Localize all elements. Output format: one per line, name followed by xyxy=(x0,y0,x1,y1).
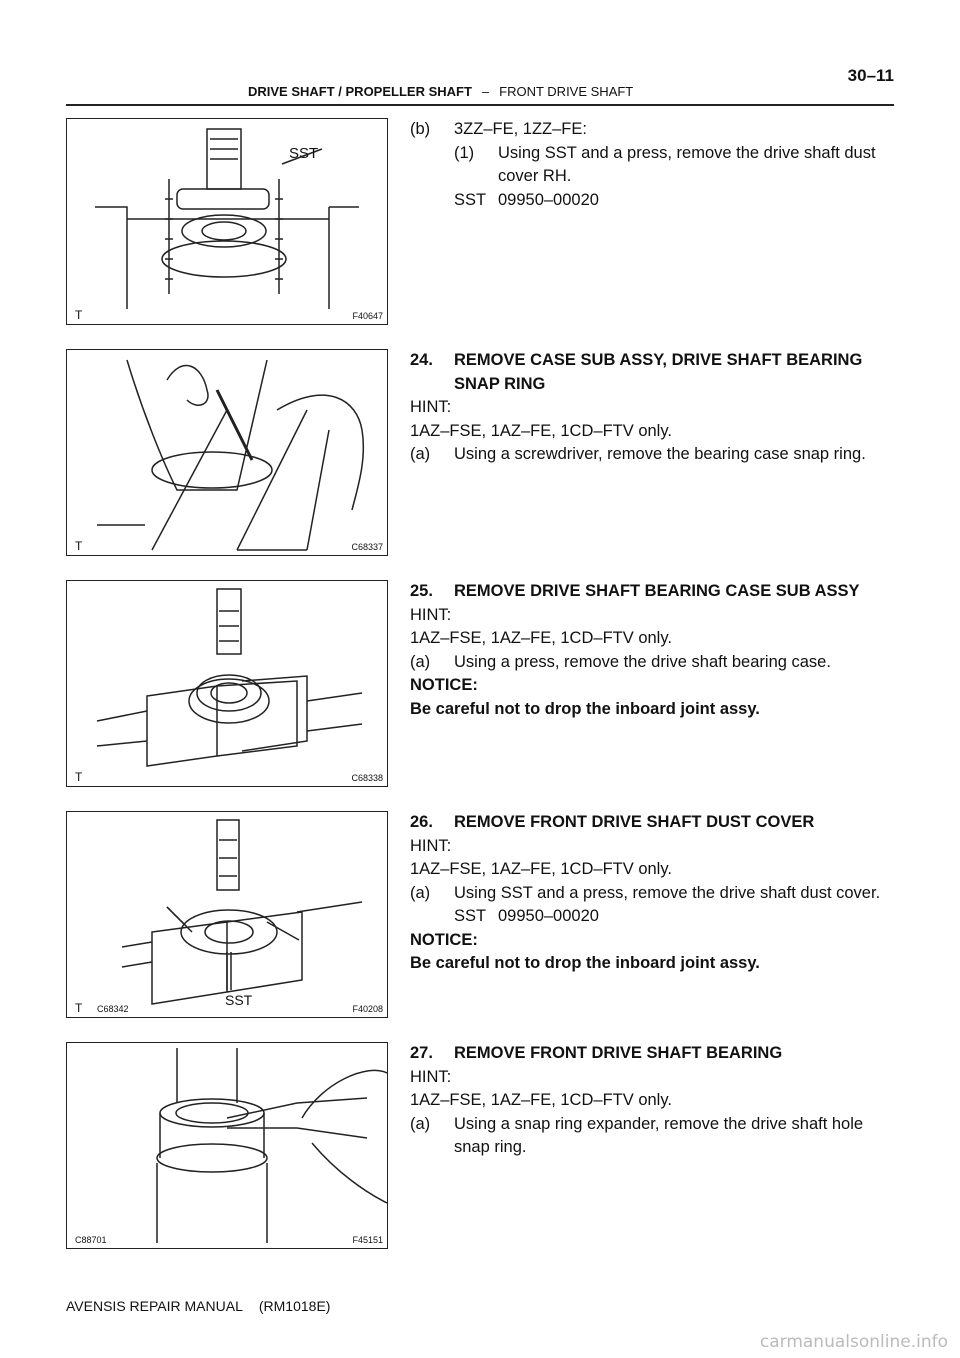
section-25-number: 25. xyxy=(410,582,433,600)
figure-id-secondary: C68342 xyxy=(97,1004,129,1014)
section-25-title: REMOVE DRIVE SHAFT BEARING CASE SUB ASSY xyxy=(454,582,860,600)
sst-label: SST xyxy=(454,907,487,925)
hint-text: 1AZ–FSE, 1AZ–FE, 1CD–FTV only. xyxy=(410,421,672,440)
section-26 xyxy=(410,811,896,976)
section-26-number: 26. xyxy=(410,813,433,831)
section-25 xyxy=(410,580,896,721)
hint-text: 1AZ–FSE, 1AZ–FE, 1CD–FTV only. xyxy=(410,860,672,878)
header-separator: – xyxy=(481,84,490,99)
figure-id-secondary: C88701 xyxy=(75,1235,107,1245)
sst-value: 09950–00020 xyxy=(498,907,599,925)
screwdriver-illustration xyxy=(67,350,388,556)
press-illustration-3 xyxy=(67,812,388,1018)
notice-text: Be careful not to drop the inboard joint assy. xyxy=(410,954,760,972)
press-illustration-2 xyxy=(67,581,388,787)
step-a-text: Using a snap ring expander, remove the drive shaft hole snap ring. xyxy=(454,1114,864,1156)
step-b-number: (b) xyxy=(410,120,431,138)
sst-line xyxy=(410,189,896,213)
hint-text: 1AZ–FSE, 1AZ–FE, 1CD–FTV only. xyxy=(410,629,672,647)
hint-label: HINT: xyxy=(410,1067,452,1086)
figure-snap-ring-expander xyxy=(66,1042,388,1249)
notice-text: Be careful not to drop the inboard joint assy. xyxy=(410,699,760,718)
header-subsection: FRONT DRIVE SHAFT xyxy=(499,84,634,99)
figure-press-bearing-case xyxy=(66,580,388,787)
page-number: 30–11 xyxy=(847,66,894,85)
notice-label: NOTICE: xyxy=(410,930,478,949)
snap-ring-expander-illustration xyxy=(67,1043,388,1249)
sst-value: 09950–00020 xyxy=(498,190,599,209)
section-24-title: REMOVE CASE SUB ASSY, DRIVE SHAFT BEARING SNAP RING xyxy=(454,351,863,393)
section-27 xyxy=(410,1042,896,1160)
watermark: carmanualsonline.info xyxy=(759,1332,948,1352)
figure-id: C68337 xyxy=(351,542,383,552)
notice-label: NOTICE: xyxy=(410,676,478,694)
hint-label: HINT: xyxy=(410,836,452,855)
page-header xyxy=(66,66,894,106)
figure-t-mark: T xyxy=(75,1001,83,1015)
step-a-number: (a) xyxy=(410,445,431,463)
page-footer xyxy=(66,1298,330,1314)
figure-screwdriver-snap-ring xyxy=(66,349,388,556)
step-a-text: Using a screwdriver, remove the bearing case snap ring. xyxy=(454,445,866,463)
figure-sst-press-front-dust-cover xyxy=(66,811,388,1018)
section-27-number: 27. xyxy=(410,1044,433,1062)
step-a-number: (a) xyxy=(410,652,431,671)
manual-code: (RM1018E) xyxy=(258,1298,331,1314)
figure-t-mark: T xyxy=(75,539,83,553)
figure-sst-press-dust-cover xyxy=(66,118,388,325)
sst-label: SST xyxy=(225,992,253,1008)
section-24-number: 24. xyxy=(410,351,433,369)
sst-label: SST xyxy=(454,190,487,209)
header-section: DRIVE SHAFT / PROPELLER SHAFT xyxy=(248,84,472,99)
section-27-title: REMOVE FRONT DRIVE SHAFT BEARING xyxy=(454,1044,783,1062)
step-1-number: (1) xyxy=(454,143,475,162)
figure-id: C68338 xyxy=(351,773,383,783)
figure-id: F40647 xyxy=(352,311,383,321)
figure-id: F40208 xyxy=(352,1004,383,1014)
step-a-number: (a) xyxy=(410,883,431,902)
step-b-text: 3ZZ–FE, 1ZZ–FE: xyxy=(454,120,587,138)
step-a-text: Using SST and a press, remove the drive shaft dust cover. xyxy=(454,883,881,902)
hint-label: HINT: xyxy=(410,398,452,416)
header-section-title xyxy=(248,84,633,99)
sst-label: SST xyxy=(289,145,319,162)
manual-name: AVENSIS REPAIR MANUAL xyxy=(66,1298,243,1314)
step-b-section xyxy=(410,118,896,212)
press-illustration-1 xyxy=(67,119,388,325)
figure-t-mark: T xyxy=(75,308,83,322)
hint-text: 1AZ–FSE, 1AZ–FE, 1CD–FTV only. xyxy=(410,1091,672,1109)
step-a-number: (a) xyxy=(410,1114,431,1133)
step-a-text: Using a press, remove the drive shaft bearing case. xyxy=(454,652,831,671)
figure-id: F45151 xyxy=(352,1235,383,1245)
hint-label: HINT: xyxy=(410,605,452,624)
sst-line xyxy=(410,905,896,929)
step-1-text: Using SST and a press, remove the drive shaft dust cover RH. xyxy=(498,143,876,185)
figure-t-mark: T xyxy=(75,770,83,784)
section-24 xyxy=(410,349,896,467)
section-26-title: REMOVE FRONT DRIVE SHAFT DUST COVER xyxy=(454,813,815,831)
